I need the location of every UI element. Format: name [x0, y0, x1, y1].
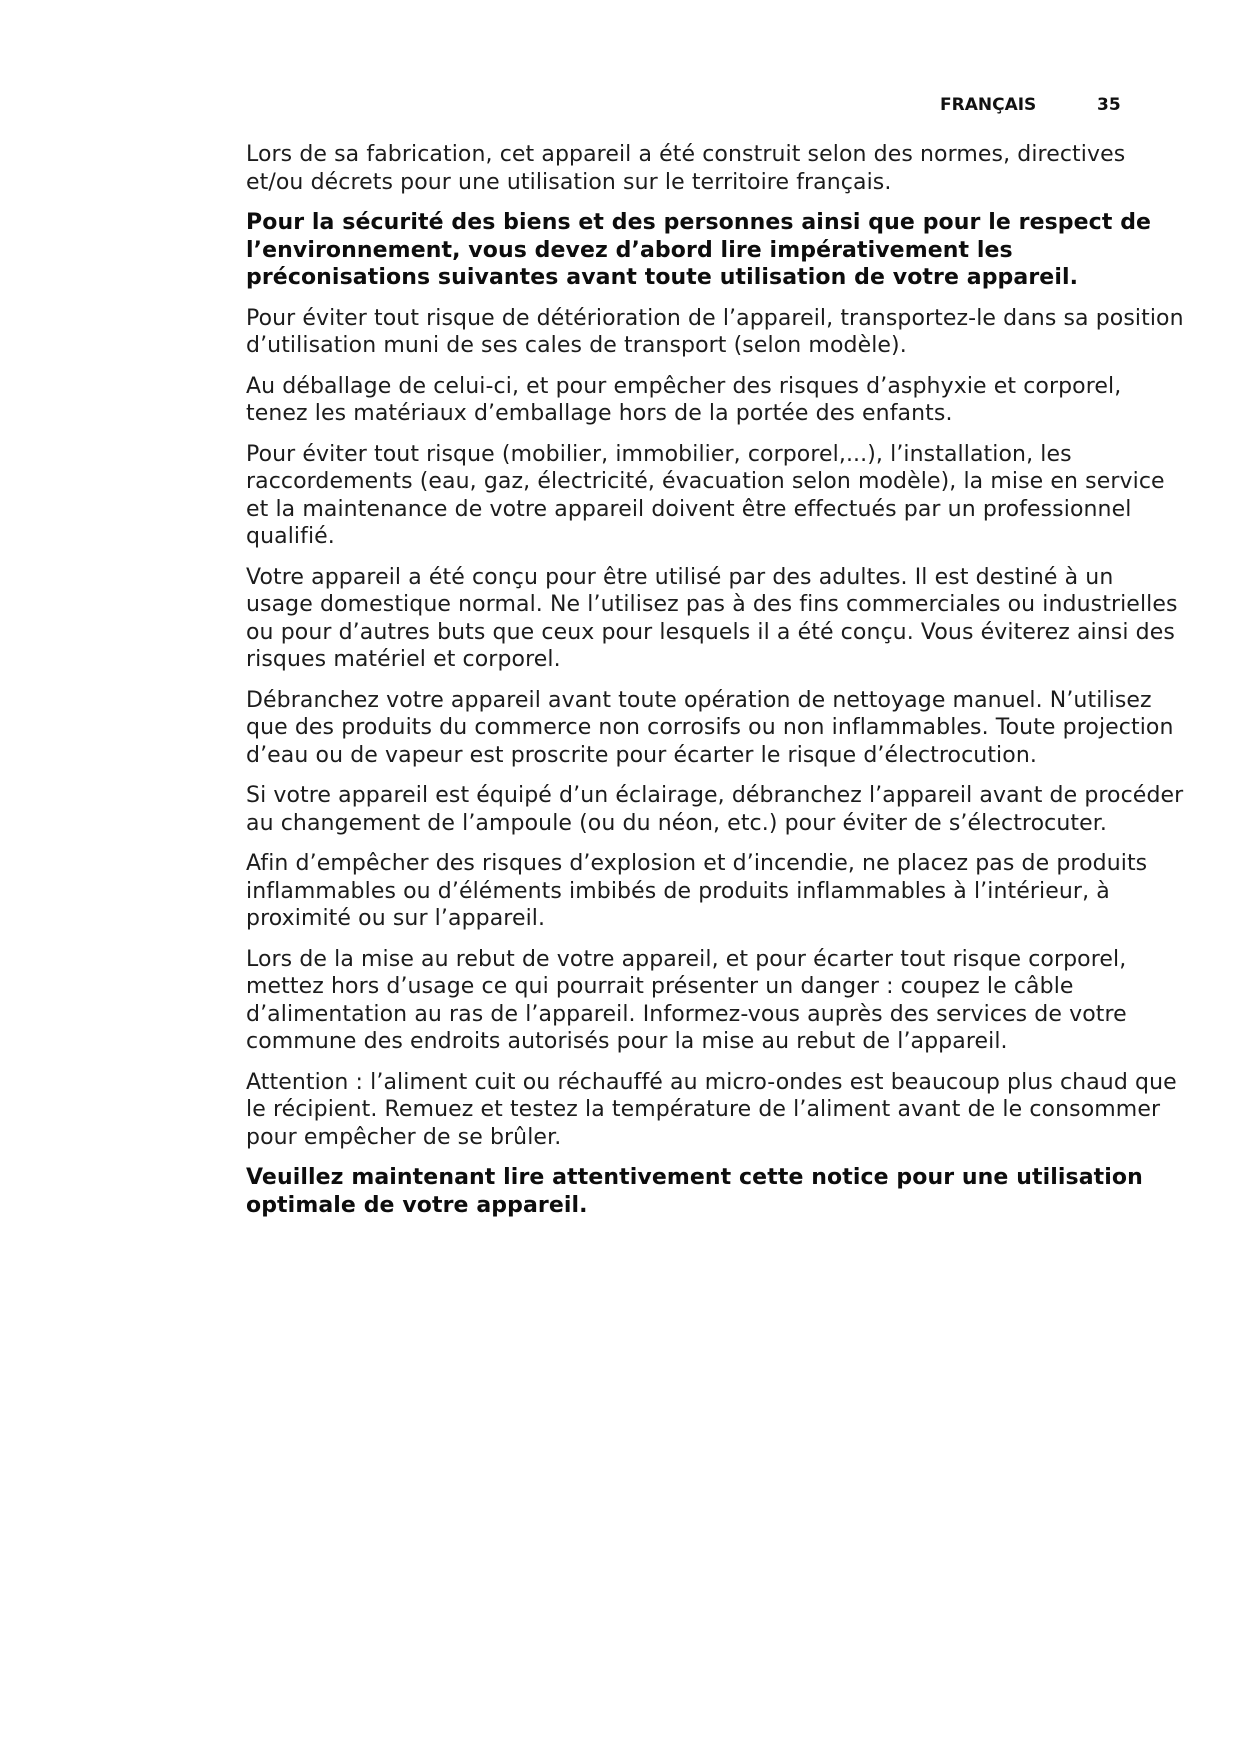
paragraph-fabrication: Lors de sa fabrication, cet appareil a été construit selon des normes, directives et/ou décrets pour une utilisation sur le territoire français.: [246, 142, 1126, 195]
paragraph-cleaning: Débranchez votre appareil avant toute opération de nettoyage manuel. N’utilisez que des produits du commerce non corrosifs ou non inflammables. Toute projection d’eau ou de vapeur est proscrite pour écarter le risque d’électrocution.: [246, 687, 1174, 768]
paragraph-usage: Votre appareil a été conçu pour être utilisé par des adultes. Il est destiné à un usage domestique normal. Ne l’utilisez pas à des fins commerciales ou industrielles ou pour d’autres buts que ceux pour lesquels il a été conçu. Vous éviterez ainsi des risques matériel et corporel.: [246, 564, 1178, 672]
running-header: [940, 95, 1130, 119]
paragraph-read-notice: Veuillez maintenant lire attentivement cette notice pour une utilisation optimale de votre appareil.: [246, 1165, 1143, 1218]
paragraph-disposal: Lors de la mise au rebut de votre appareil, et pour écarter tout risque corporel, mettez hors d’usage ce qui pourrait présenter un danger : coupez le câble d’alimentation au ras de l’appareil. Informez-vous auprès des services de votre commune des endroits autorisés pour la mise au rebut de l’appareil.: [246, 946, 1127, 1054]
paragraph-unpacking: Au déballage de celui-ci, et pour empêcher des risques d’asphyxie et corporel, tenez les matériaux d’emballage hors de la portée des enfants.: [246, 373, 1122, 426]
paragraph-transport: Pour éviter tout risque de détérioration de l’appareil, transportez-le dans sa position d’utilisation muni de ses cales de transport (selon modèle).: [246, 305, 1184, 358]
header-section-title: FRANÇAIS: [940, 95, 1037, 115]
paragraph-safety-intro: Pour la sécurité des biens et des personnes ainsi que pour le respect de l’environnement, vous devez d’abord lire impérativement les préconisations suivantes avant toute utilisation de votre appareil.: [246, 210, 1152, 290]
paragraph-microwave-warning: Attention : l’aliment cuit ou réchauffé au micro-ondes est beaucoup plus chaud que le récipient. Remuez et testez la température de l’aliment avant de le consommer pour empêcher de se brûler.: [246, 1069, 1177, 1150]
body-text: [246, 141, 1186, 1232]
page-number: 35: [1097, 95, 1121, 115]
paragraph-installation: Pour éviter tout risque (mobilier, immobilier, corporel,...), l’installation, les raccordements (eau, gaz, électricité, évacuation selon modèle), la mise en service et la maintenance de votre appareil doivent être effectués par un professionnel qualifié.: [246, 441, 1165, 549]
paragraph-explosion: Afin d’empêcher des risques d’explosion et d’incendie, ne placez pas de produits inflammables ou d’éléments imbibés de produits inflammables à l’intérieur, à proximité ou sur l’appareil.: [246, 851, 1148, 931]
paragraph-lighting: Si votre appareil est équipé d’un éclairage, débranchez l’appareil avant de procéder au changement de l’ampoule (ou du néon, etc.) pour éviter de s’électrocuter.: [246, 783, 1184, 836]
